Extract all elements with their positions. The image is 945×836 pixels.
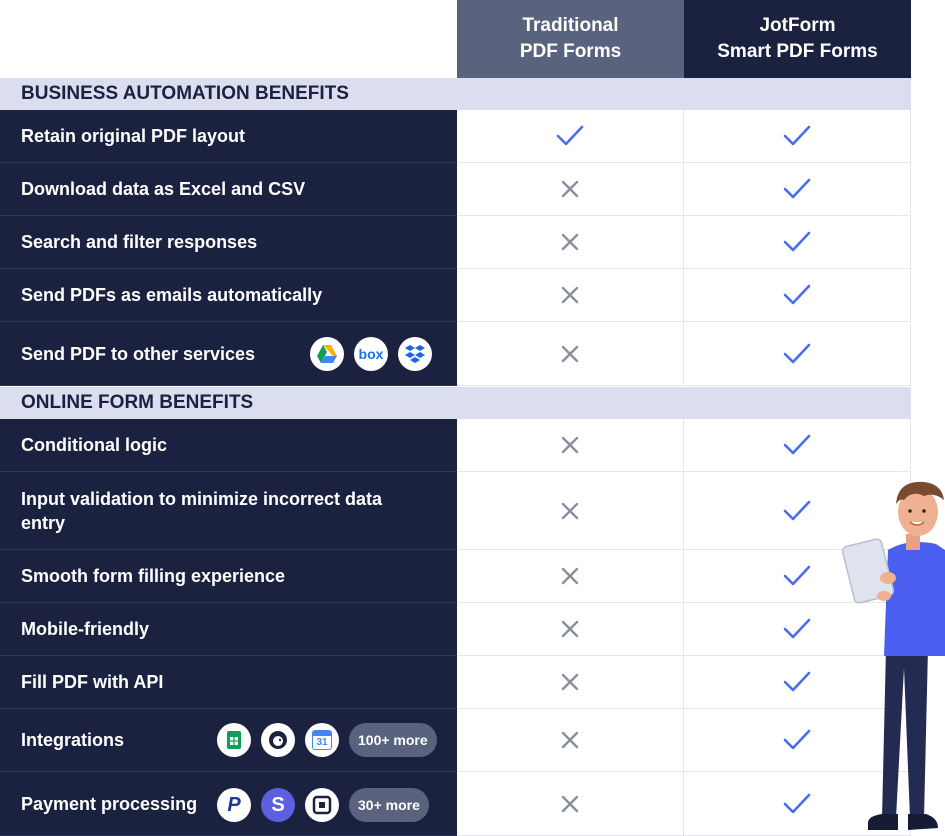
cross-icon — [560, 179, 580, 199]
check-icon — [782, 728, 812, 752]
google-sheets-icon — [217, 723, 251, 757]
cross-icon — [560, 566, 580, 586]
person-with-tablet-illustration — [838, 478, 945, 836]
square-icon — [305, 788, 339, 822]
table-row — [0, 163, 911, 216]
cross-icon — [560, 285, 580, 305]
table-row — [0, 656, 911, 709]
row-label: Integrations — [0, 709, 457, 772]
row-label: Search and filter responses — [0, 216, 457, 269]
check-icon — [782, 617, 812, 641]
traditional-cell — [457, 772, 684, 836]
stripe-icon — [261, 788, 295, 822]
row-label: Input validation to minimize incorrect data entry — [0, 472, 457, 550]
check-icon — [782, 230, 812, 254]
dropbox-icon — [398, 337, 432, 371]
cross-icon — [560, 794, 580, 814]
traditional-cell — [457, 216, 684, 269]
traditional-cell — [457, 419, 684, 472]
row-label: Send PDFs as emails automatically — [0, 269, 457, 322]
traditional-cell — [457, 603, 684, 656]
more-integrations-badge: 100+ more — [349, 723, 437, 757]
cross-icon — [560, 730, 580, 750]
check-icon — [782, 283, 812, 307]
table-row — [0, 603, 911, 656]
table-row — [0, 216, 911, 269]
paypal-letter: P — [227, 793, 241, 816]
payment-icons — [217, 788, 429, 822]
check-icon — [782, 342, 812, 366]
section-business-automation: BUSINESS AUTOMATION BENEFITS — [0, 78, 911, 110]
section-online-form: ONLINE FORM BENEFITS — [0, 387, 911, 419]
table-row — [0, 709, 911, 772]
traditional-cell — [457, 709, 684, 772]
column-header-traditional: Traditional PDF Forms — [457, 0, 684, 78]
paypal-icon — [217, 788, 251, 822]
cross-icon — [560, 619, 580, 639]
jotform-cell — [684, 110, 911, 163]
integration-icons — [217, 723, 437, 757]
row-label: Retain original PDF layout — [0, 110, 457, 163]
row-label: Fill PDF with API — [0, 656, 457, 709]
table-row — [0, 269, 911, 322]
table-row — [0, 472, 911, 550]
table-row — [0, 550, 911, 603]
cross-icon — [560, 435, 580, 455]
row-label: Mobile-friendly — [0, 603, 457, 656]
google-drive-icon — [310, 337, 344, 371]
jotform-cell — [684, 269, 911, 322]
check-icon — [782, 792, 812, 816]
cross-icon — [560, 672, 580, 692]
traditional-cell — [457, 472, 684, 550]
cross-icon — [560, 344, 580, 364]
traditional-cell — [457, 550, 684, 603]
check-icon — [782, 124, 812, 148]
check-icon — [782, 499, 812, 523]
traditional-cell — [457, 110, 684, 163]
calendar-day: 31 — [316, 737, 328, 748]
jotform-cell — [684, 419, 911, 472]
check-icon — [782, 177, 812, 201]
table-row — [0, 772, 911, 836]
row-label: Payment processing — [0, 772, 457, 836]
traditional-cell — [457, 656, 684, 709]
table-row — [0, 322, 911, 386]
traditional-cell — [457, 269, 684, 322]
stripe-letter: S — [271, 793, 285, 816]
check-icon — [782, 670, 812, 694]
jotform-cell — [684, 216, 911, 269]
check-icon — [782, 433, 812, 457]
row-label: Download data as Excel and CSV — [0, 163, 457, 216]
table-row — [0, 110, 911, 163]
cross-icon — [560, 501, 580, 521]
table-row — [0, 419, 911, 472]
service-icons — [310, 337, 432, 371]
traditional-cell — [457, 163, 684, 216]
check-icon — [782, 564, 812, 588]
row-label: Conditional logic — [0, 419, 457, 472]
box-icon — [354, 337, 388, 371]
cross-icon — [560, 232, 580, 252]
more-payments-badge: 30+ more — [349, 788, 429, 822]
traditional-cell — [457, 322, 684, 386]
row-label: Smooth form filling experience — [0, 550, 457, 603]
mailchimp-icon — [261, 723, 295, 757]
row-label: Send PDF to other services — [0, 322, 457, 386]
google-calendar-icon — [305, 723, 339, 757]
check-icon — [555, 124, 585, 148]
jotform-cell — [684, 322, 911, 386]
box-logo-text: box — [358, 346, 384, 362]
jotform-cell — [684, 163, 911, 216]
column-header-jotform: JotForm Smart PDF Forms — [684, 0, 911, 78]
